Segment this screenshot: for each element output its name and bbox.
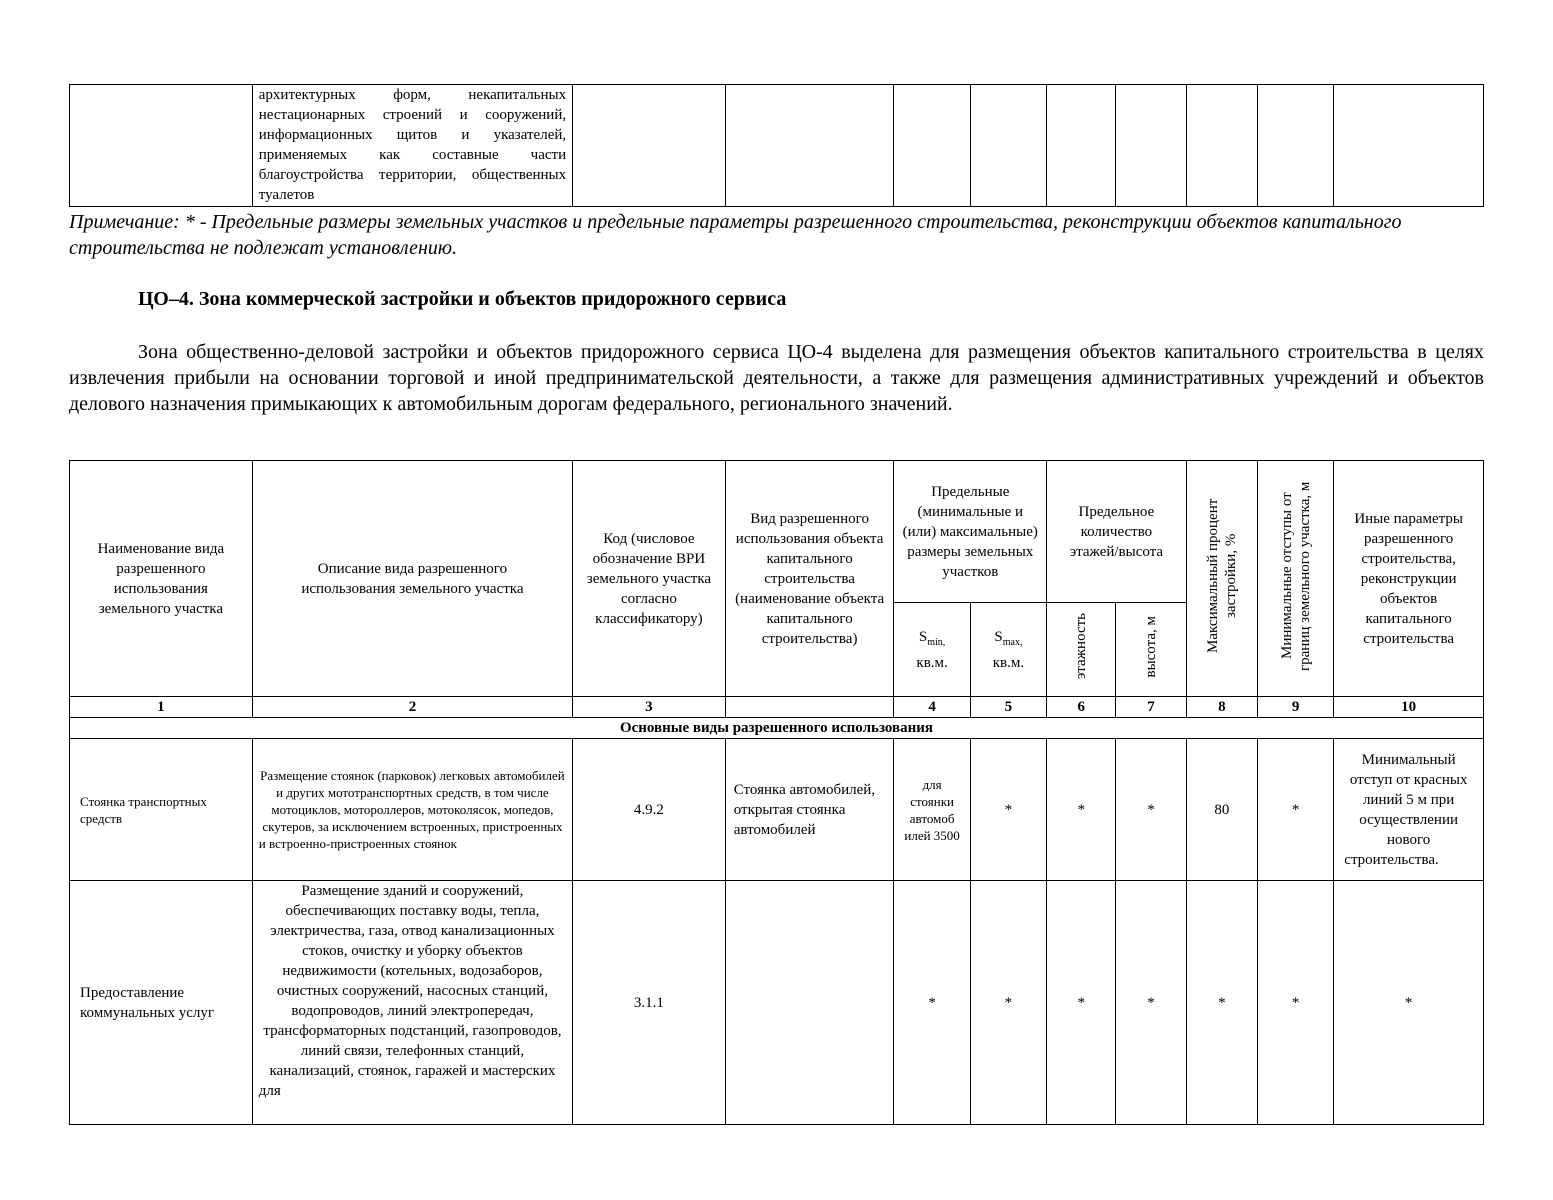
header-smax (970, 603, 1046, 697)
column-number: 7 (1116, 697, 1186, 718)
column-number: 6 (1047, 697, 1116, 718)
table-cell (573, 85, 726, 207)
table-cell (894, 85, 970, 207)
column-number (725, 697, 894, 718)
row-smax: * (970, 739, 1046, 881)
smin-sub: min, (927, 636, 946, 648)
row-max-percent: 80 (1186, 739, 1257, 881)
header-description: Описание вида разрешенного использования земельного участка (252, 461, 572, 697)
table-row (70, 739, 1484, 881)
column-number-row (70, 697, 1484, 718)
row-name: Предоставление коммунальных услуг (70, 881, 253, 1125)
row-min-setback: * (1257, 881, 1333, 1125)
row-description: Размещение стоянок (парковок) легковых автомобилей и других мототранспортных средств, в том числе мотоциклов, мотороллеров, мотоколясок, мопедов, скутеров, за исключением встроенных, пристроенных и встроенно-пристроенных стоянок (252, 739, 572, 881)
column-number: 2 (252, 697, 572, 718)
row-floors: * (1047, 739, 1116, 881)
row-smax: * (970, 881, 1046, 1125)
smax-s: S (994, 628, 1003, 645)
row-other: Минимальный отступ от красных линий 5 м при осуществлении нового строительства. (1334, 739, 1484, 881)
header-smin (894, 603, 970, 697)
row-height: * (1116, 881, 1186, 1125)
table-cell (1047, 85, 1116, 207)
table-cell (252, 85, 572, 207)
column-number: 8 (1186, 697, 1257, 718)
section-heading: ЦО–4. Зона коммерческой застройки и объектов придорожного сервиса (138, 288, 787, 310)
header-floors (1047, 603, 1116, 697)
section-title: Основные виды разрешенного использования (70, 718, 1484, 739)
header-height-text: высота, м (1143, 615, 1160, 678)
column-number: 10 (1334, 697, 1484, 718)
row-object-type: Стоянка автомобилей, открытая стоянка автомобилей (725, 739, 894, 881)
row-smin: для стоянки автомоб илей 3500 (894, 739, 970, 881)
table-cell (1257, 85, 1333, 207)
row-code: 4.9.2 (573, 739, 726, 881)
column-number: 3 (573, 697, 726, 718)
smin-s: S (918, 628, 928, 645)
section-row (70, 718, 1484, 739)
header-row (70, 461, 1484, 603)
row-code: 3.1.1 (573, 881, 726, 1125)
column-number: 5 (970, 697, 1046, 718)
table-cell (725, 85, 894, 207)
row-max-percent: * (1186, 881, 1257, 1125)
zone-description: Зона общественно-деловой застройки и объектов придорожного сервиса ЦО-4 выделена для размещения объектов капитального строительства в целях извлечения прибыли на основании торговой и иной предпринимательской деятельности, а также для размещения административных учреждений и объектов делового назначения примыкающих к автомобильным дорогам федерального, регионального значений. (69, 341, 1484, 415)
row-floors: * (1047, 881, 1116, 1125)
continuation-table (69, 84, 1484, 207)
table-cell (970, 85, 1046, 207)
table-row (70, 881, 1484, 1125)
row-smin: * (894, 881, 970, 1125)
row-object-type (725, 881, 894, 1125)
header-min-setback-text: Минимальные отступы от границ земельного участка, м (1278, 480, 1313, 671)
table-cell (1186, 85, 1257, 207)
header-height (1116, 603, 1186, 697)
table-cell (70, 85, 253, 207)
header-max-percent-text: Максимальный процент застройки, % (1204, 498, 1239, 653)
smin-unit: кв.м. (916, 654, 948, 671)
note-text: Примечание: * - Предельные размеры земельных участков и предельные параметры разрешенного строительства, реконструкции объектов капитального строительства не подлежат установлению. (69, 211, 1402, 259)
zoning-table (69, 460, 1484, 1125)
header-min-setback (1257, 461, 1333, 697)
row-other: * (1334, 881, 1484, 1125)
table-row (70, 85, 1484, 207)
header-floors-height: Предельное количество этажей/высота (1047, 461, 1187, 603)
header-object-type: Вид разрешенного использования объекта капитального строительства (наименование объекта капитального строительства) (725, 461, 894, 697)
header-max-percent (1186, 461, 1257, 697)
smax-unit: кв.м. (992, 654, 1025, 671)
smax-sub: max, (1002, 636, 1023, 648)
table-cell (1334, 85, 1484, 207)
header-floors-text: этажность (1073, 613, 1090, 680)
row-description: Размещение зданий и сооружений, обеспечивающих поставку воды, тепла, электричества, газа, отвод канализационных стоков, очистку и уборку объектов недвижимости (котельных, водозаборов, очистных сооружений, насосных станций, водопроводов, линий электропередач, трансформаторных подстанций, газопроводов, линий связи, телефонных станций, канализаций, стоянок, гаражей и мастерских для (252, 881, 572, 1125)
header-plot-sizes: Предельные (минимальные и (или) максимальные) размеры земельных участков (894, 461, 1047, 603)
column-number: 4 (894, 697, 970, 718)
header-code: Код (числовое обозначение ВРИ земельного участка согласно классификатору) (573, 461, 726, 697)
row-min-setback: * (1257, 739, 1333, 881)
row-name: Стоянка транспортных средств (70, 739, 253, 881)
continuation-description: архитектурных форм, некапитальных нестационарных строений и сооружений, информационных щитов и указателей, применяемых как составные части благоустройства территории, общественных туалетов (258, 87, 567, 203)
header-other-params: Иные параметры разрешенного строительства, реконструкции объектов капитального строительства (1334, 461, 1484, 697)
header-name: Наименование вида разрешенного использования земельного участка (70, 461, 253, 697)
row-height: * (1116, 739, 1186, 881)
table-cell (1116, 85, 1186, 207)
column-number: 9 (1257, 697, 1333, 718)
column-number: 1 (70, 697, 253, 718)
